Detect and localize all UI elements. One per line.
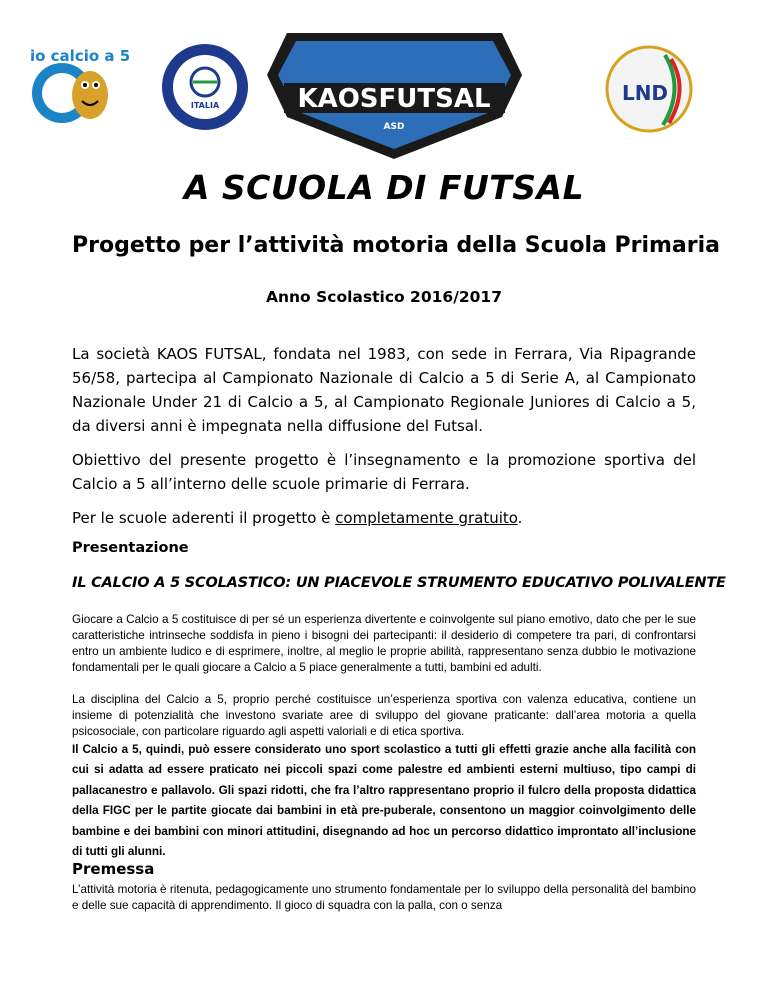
free-notice-prefix: Per le scuole aderenti il progetto è xyxy=(72,509,336,527)
io-calcio-a-5-logo xyxy=(22,35,132,130)
logo3-sub-text: ASD xyxy=(383,122,405,132)
free-notice-suffix: . xyxy=(517,509,523,527)
free-notice-underlined: completamente gratuito xyxy=(335,509,518,527)
presentazione-paragraph-3: Il Calcio a 5, quindi, può essere considerato uno sport scolastico a tutti gli effetti grazie anche alla facilità con cui si adatta ad essere praticato nei piccoli spazi come palestre ed ambienti esterni multiuso, tipo campi di pallacanestro e pallavolo. Gli spazi ridotti, che fra l’altro rappresentano proprio il fulcro della proposta didattica della FIGC per le partite giocate dai bambini in età pre-puberale, consentono un maggior coinvolgimento delle bambine e dei bambini con minori attitudini, disegnando ad hoc un percorso didattico improntato all’inclusione di tutti gli alunni. xyxy=(72,743,696,859)
logo2-text: ITALIA xyxy=(190,101,220,110)
intro-paragraph-2: Obiettivo del presente progetto è l’insegnamento e la promozione sportiva del Calcio a 5 all’interno delle scuole primarie di Ferrara. xyxy=(72,451,696,493)
logo3-main-text: KAOSFUTSAL xyxy=(297,84,491,114)
section-heading-premessa: Premessa xyxy=(72,860,155,878)
kaosfutsal-logo xyxy=(262,25,527,165)
intro-paragraph-1: La società KAOS FUTSAL, fondata nel 1983, con sede in Ferrara, Via Ripagrande 56/58, partecipa al Campionato Nazionale di Calcio a 5 di Serie A, al Campionato Nazionale Under 21 di Calcio a 5, al Campionato Regionale Juniores di Calcio a 5, da diversi anni è impegnata nella diffusione del Futsal. xyxy=(72,345,696,435)
intro-paragraph-3 xyxy=(72,506,696,530)
federation-badge-logo xyxy=(160,42,250,132)
logo4-text: LND xyxy=(621,81,669,105)
premessa-paragraph-1: L’attività motoria è ritenuta, pedagogicamente uno strumento fondamentale per lo sviluppo della personalità del bambino e delle sue capacità di apprendimento. Il gioco di squadra con la palla, con o senza xyxy=(72,883,696,912)
school-year: Anno Scolastico 2016/2017 xyxy=(265,288,502,306)
logo-row xyxy=(0,0,768,175)
document-title: A SCUOLA DI FUTSAL xyxy=(183,168,585,207)
section-heading-presentazione: Presentazione xyxy=(72,540,189,556)
presentazione-paragraph-2: La disciplina del Calcio a 5, proprio perché costituisce un’esperienza sportiva con valenza educativa, contiene un insieme di potenzialità che investono svariate aree di sviluppo del giovane praticante: dall’area motoria a quella psicosociale, con particolare riguardo agli aspetti valoriali e di etica sportiva. xyxy=(72,693,696,738)
document-subtitle: Progetto per l’attività motoria della Scuola Primaria xyxy=(72,233,721,258)
section-title-calcio-scolastico: IL CALCIO A 5 SCOLASTICO: UN PIACEVOLE STRUMENTO EDUCATIVO POLIVALENTE xyxy=(72,575,726,591)
logo1-text: io calcio a 5 xyxy=(30,47,131,65)
lnd-logo xyxy=(605,45,693,133)
presentazione-paragraph-1: Giocare a Calcio a 5 costituisce di per sé un esperienza divertente e coinvolgente sul piano emotivo, dato che per le sue caratteristiche intrinseche soddisfa in pieno i bisogni dei partecipanti: il desiderio di competere tra pari, di confrontarsi entro un ambiente ludico e di esprimere, inoltre, al meglio le proprie abilità, rappresentano senza dubbio le motivazione fondamentali per le quali giocare a Calcio a 5 piace generalmente a tutti, bambini ed adulti. xyxy=(72,613,696,674)
